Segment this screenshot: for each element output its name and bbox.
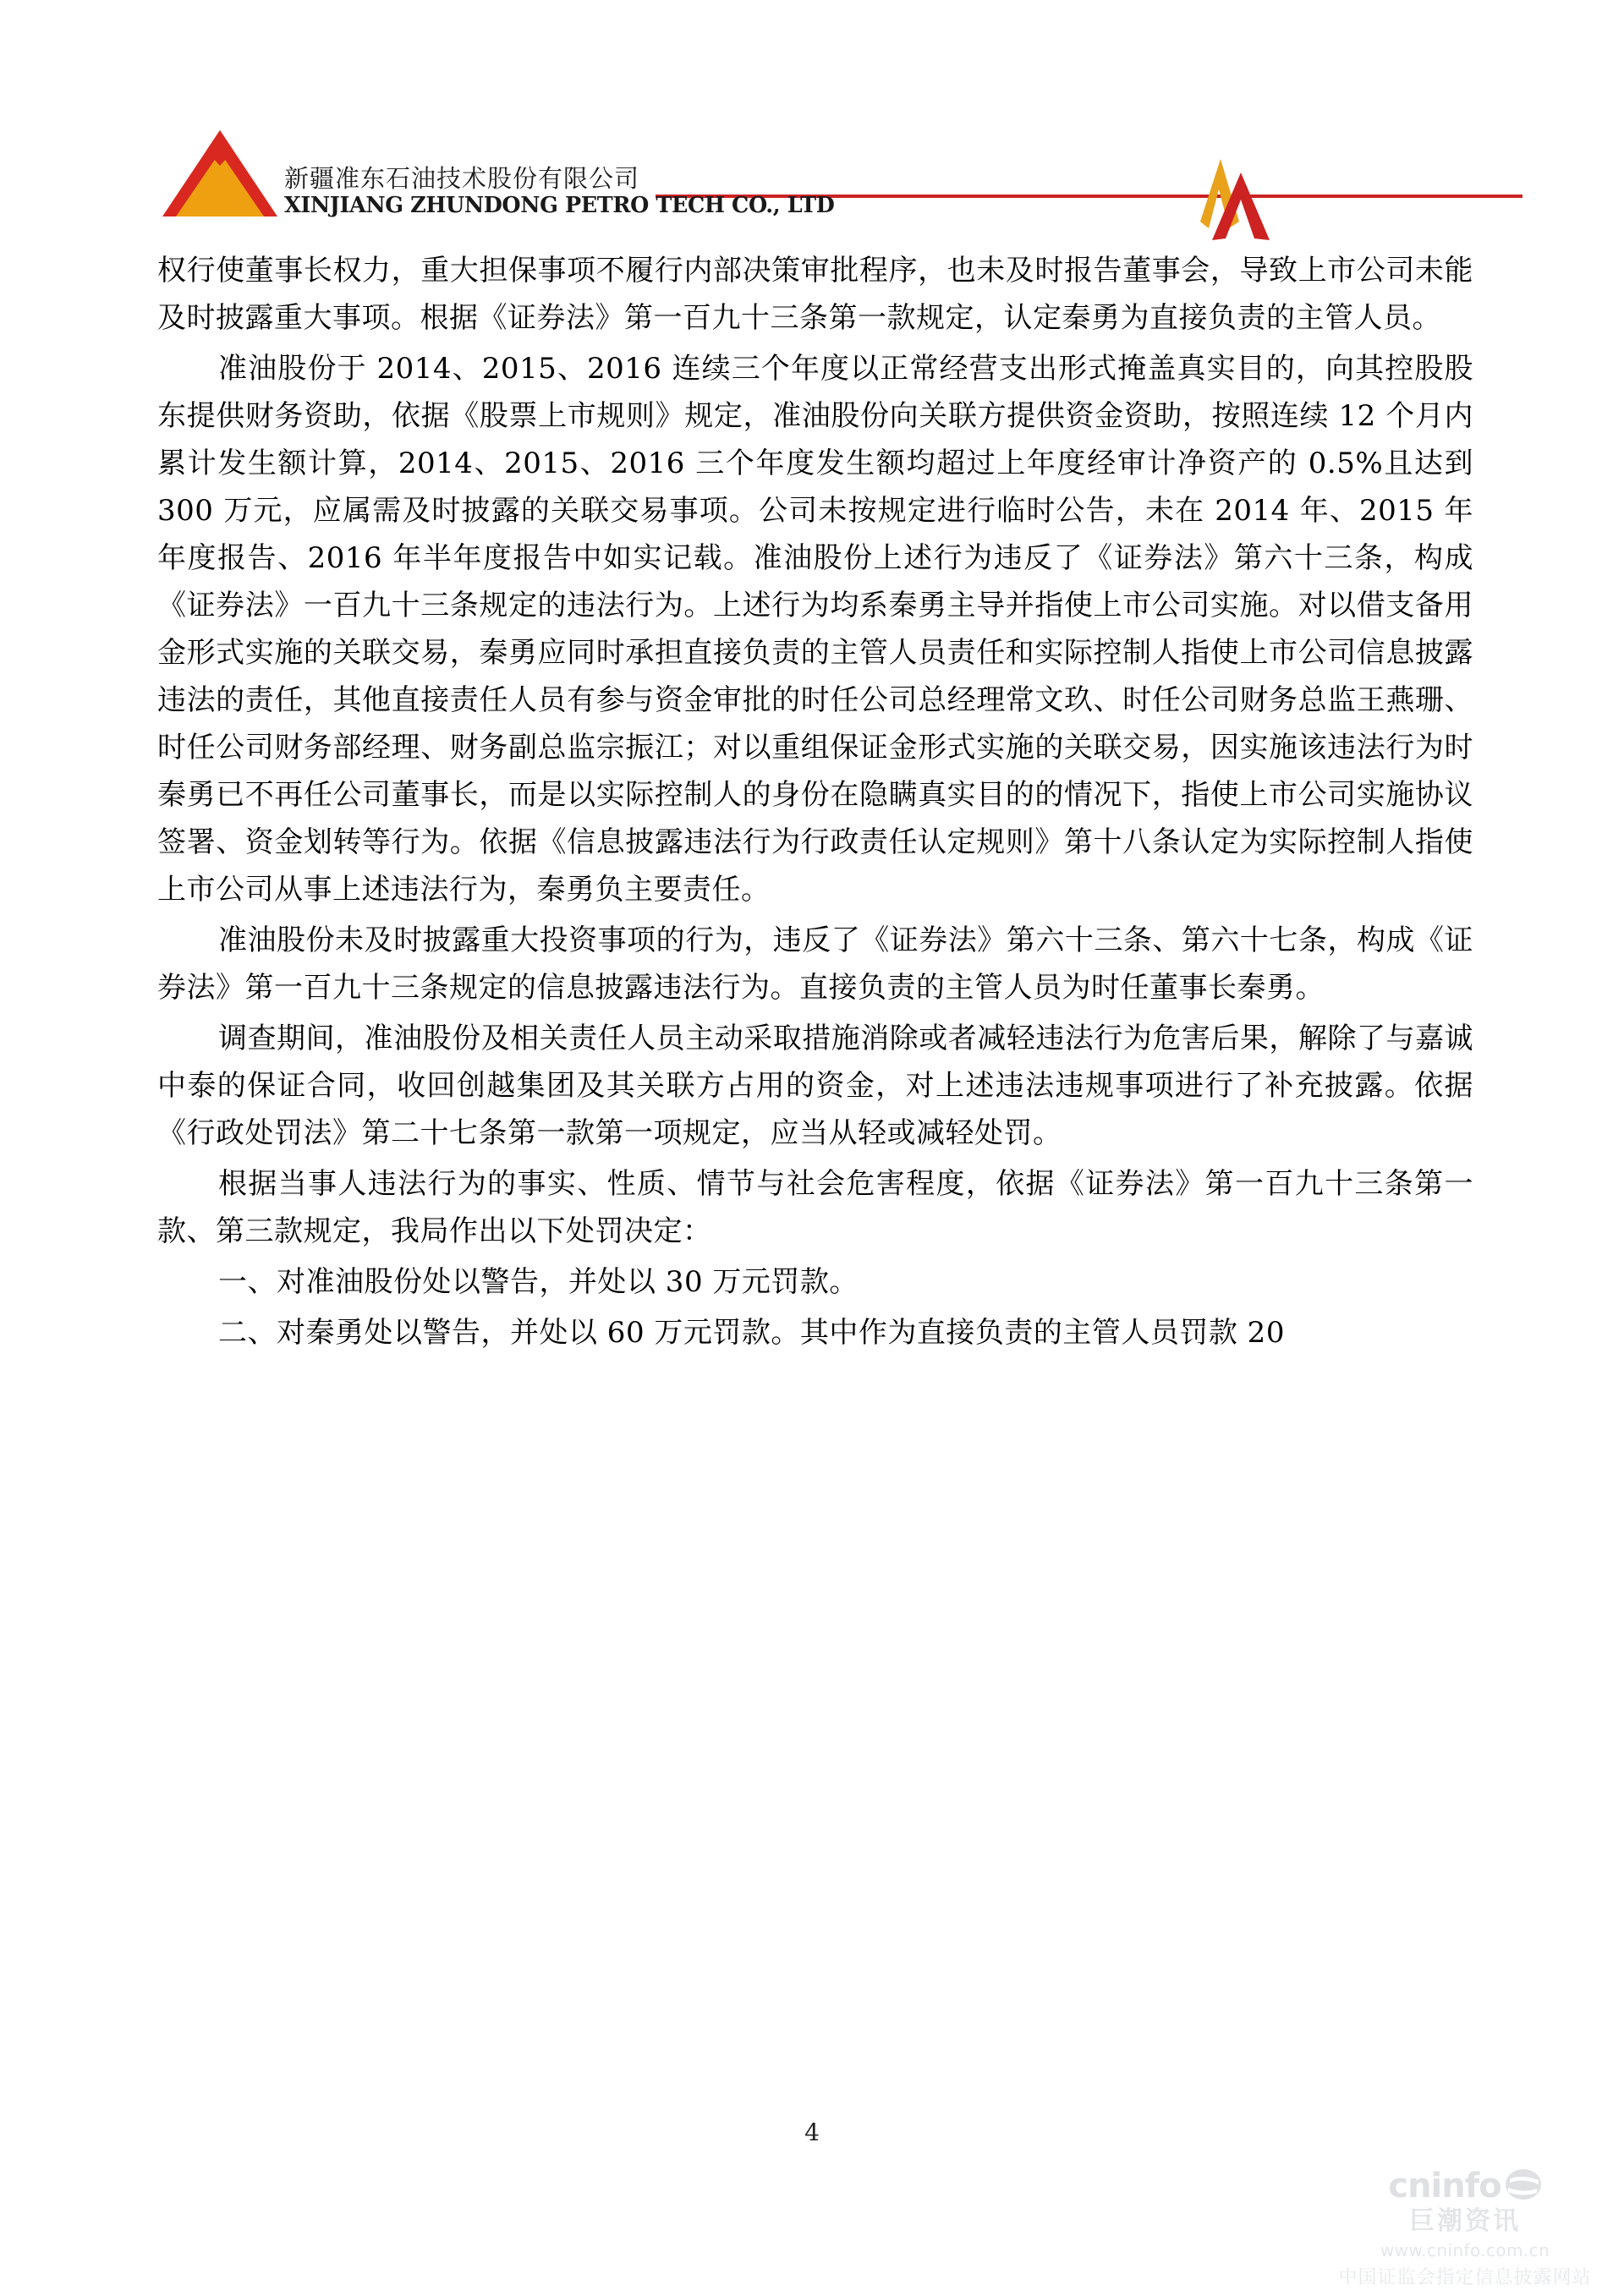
company-name-cn: 新疆准东石油技术股份有限公司 <box>284 164 640 193</box>
cninfo-swirl-icon <box>1505 2167 1542 2205</box>
paragraph-major-investment: 准油股份未及时披露重大投资事项的行为，违反了《证券法》第六十三条、第六十七条，构成《证券法》第一百九十三条规定的信息披露违法行为。直接负责的主管人员为时任董事长秦勇。 <box>157 923 1473 1005</box>
paragraph-financial-assistance: 准油股份于 2014、2015、2016 连续三个年度以正常经营支出形式掩盖真实目的，向其控股股东提供财务资助，依据《股票上市规则》规定，准油股份向关联方提供资金资助，按照连续 12 个月内累计发生额计算，2014、2015、2016 三个年度发生额均超过上年度经审计净资产的 0.5%且达到 300 万元，应属需及时披露的关联交易事项。公司未按规定进行临时公告，未在 2014 年、2015 年年度报告、2016 年半年度报告中如实记载。准油股份上述行为违反了《证券法》第六十三条，构成《证券法》一百九十三条规定的违法行为。上述行为均系秦勇主导并指使上市公司实施。对以借支备用金形式实施的关联交易，秦勇应同时承担直接负责的主管人员责任和实际控制人指使上市公司信息披露违法的责任，其他直接责任人员有参与资金审批的时任公司总经理常文玖、时任公司财务总监王燕珊、时任公司财务部经理、财务副总监宗振江；对以重组保证金形式实施的关联交易，因实施该违法行为时秦勇已不再任公司董事长，而是以实际控制人的身份在隐瞒真实目的的情况下，指使上市公司实施协议签署、资金划转等行为。依据《信息披露违法行为行政责任认定规则》第十八条认定为实际控制人指使上市公司从事上述违法行为，秦勇负主要责任。 <box>157 352 1473 907</box>
penalty-item-individual: 二、对秦勇处以警告，并处以 60 万元罚款。其中作为直接负责的主管人员罚款 20 <box>218 1316 1285 1350</box>
paragraph-continuation: 权行使董事长权力，重大担保事项不履行内部决策审批程序，也未及时报告董事会，导致上市公司未能及时披露重大事项。根据《证券法》第一百九十三条第一款规定，认定秦勇为直接负责的主管人员。 <box>157 254 1473 335</box>
page-number: 4 <box>804 2118 820 2146</box>
document-header <box>161 127 1514 228</box>
paragraph-mitigation: 调查期间，准油股份及相关责任人员主动采取措施消除或者减轻违法行为危害后果，解除了与嘉诚中泰的保证合同，收回创越集团及其关联方占用的资金，对上述违法违规事项进行了补充披露。依据《行政处罚法》第二十七条第一款第一项规定，应当从轻或减轻处罚。 <box>157 1022 1473 1150</box>
paragraph-decision-intro: 根据当事人违法行为的事实、性质、情节与社会危害程度，依据《证券法》第一百九十三条第一款、第三款规定，我局作出以下处罚决定： <box>157 1167 1473 1248</box>
company-logo <box>161 127 846 220</box>
document-body <box>157 247 1473 1360</box>
double-peak-logo-icon <box>1188 151 1281 244</box>
company-name-en: XINJIANG ZHUNDONG PETRO TECH CO., LTD <box>284 193 835 218</box>
watermark-brand-cn: 巨潮资讯 <box>1409 2206 1521 2236</box>
penalty-item-company: 一、对准油股份处以警告，并处以 30 万元罚款。 <box>218 1265 859 1299</box>
watermark-tagline: 中国证监会指定信息披露网站 <box>1338 2267 1592 2288</box>
mountain-triangle-logo-icon <box>161 127 279 220</box>
watermark-brand-text: cninfo <box>1388 2167 1501 2206</box>
cninfo-watermark <box>1338 2167 1592 2289</box>
watermark-url: www.cninfo.com.cn <box>1380 2240 1550 2260</box>
